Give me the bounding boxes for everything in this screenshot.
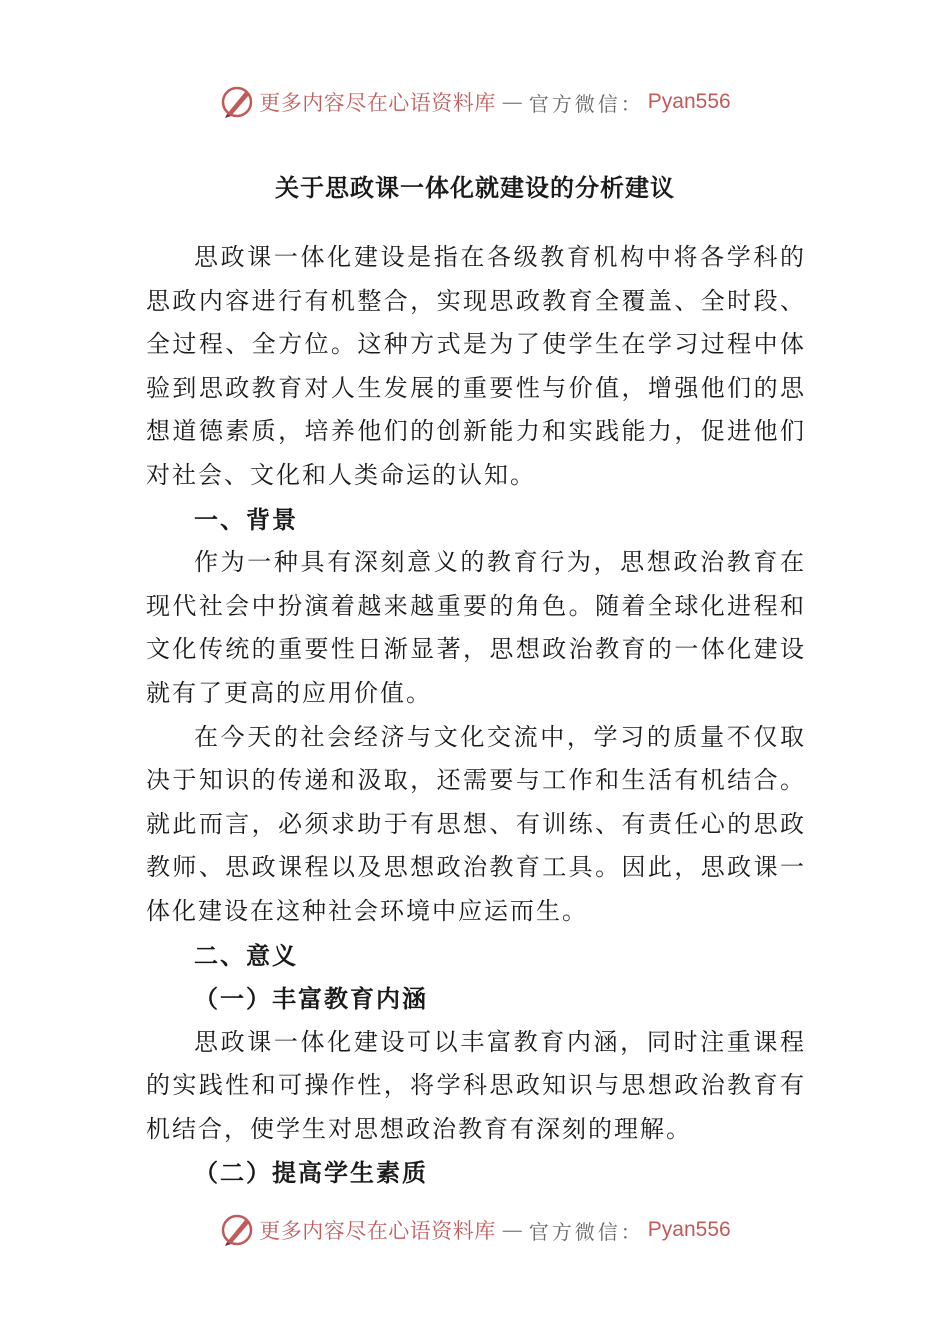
watermark-text: 更多内容尽在心语资料库 — [259, 91, 496, 115]
section-heading-background: 一、背景 — [194, 504, 298, 534]
pen-circle-icon — [219, 1212, 255, 1248]
watermark-content — [219, 1212, 730, 1248]
watermark-text: 更多内容尽在心语资料库 — [259, 1219, 496, 1243]
watermark-banner-bottom — [0, 1210, 950, 1250]
watermark-label: 官方微信： — [528, 1219, 644, 1244]
section-heading-significance: 二、意义 — [194, 940, 298, 970]
subheading-enrich-education: （一）丰富教育内涵 — [194, 984, 428, 1014]
watermark-id: Pyan556 — [647, 90, 731, 113]
intro-paragraph: 思政课一体化建设是指在各级教育机构中将各学科的思政内容进行有机整合，实现思政教育全覆盖、全时段、全过程、全方位。这种方式是为了使学生在学习过程中体验到思政教育对人生发展的重要性与价值，增强他们的思想道德素质，培养他们的创新能力和实践能力，促进他们对社会、文化和人类命运的认知。 — [146, 243, 806, 489]
background-paragraph-1: 作为一种具有深刻意义的教育行为，思想政治教育在现代社会中扮演着越来越重要的角色。随着全球化进程和文化传统的重要性日渐显著，思想政治教育的一体化建设就有了更高的应用价值。 — [146, 548, 806, 707]
document-title: 关于思政课一体化就建设的分析建议 — [275, 173, 675, 202]
watermark-label: 官方微信： — [528, 91, 644, 116]
document-body — [146, 236, 806, 1195]
enrich-education-paragraph: 思政课一体化建设可以丰富教育内涵，同时注重课程的实践性和可操作性，将学科思政知识与思想政治教育有机结合，使学生对思想政治教育有深刻的理解。 — [146, 1027, 806, 1143]
watermark-banner-top — [0, 82, 950, 122]
watermark-dash: — — [501, 90, 523, 114]
subheading-improve-quality: （二）提高学生素质 — [194, 1158, 428, 1188]
watermark-dash: — — [501, 1218, 523, 1242]
watermark-content — [219, 84, 730, 120]
background-paragraph-2: 在今天的社会经济与文化交流中，学习的质量不仅取决于知识的传递和汲取，还需要与工作和生活有机结合。就此而言，必须求助于有思想、有训练、有责任心的思政教师、思政课程以及思想政治教育工具。因此，思政课一体化建设在这种社会环境中应运而生。 — [146, 722, 806, 925]
watermark-id: Pyan556 — [647, 1218, 731, 1241]
pen-circle-icon — [219, 84, 255, 120]
